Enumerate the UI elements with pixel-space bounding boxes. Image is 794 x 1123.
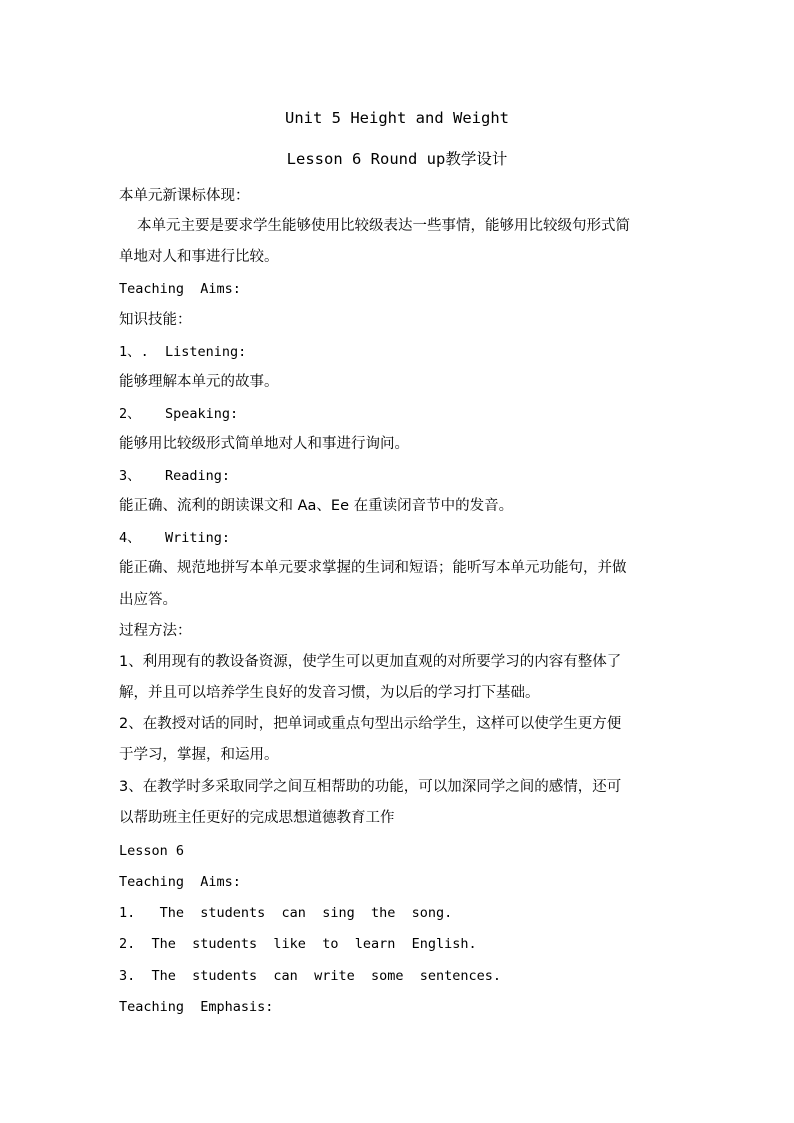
paragraph-line: 出应答。 — [119, 592, 177, 608]
paragraph-line: 解，并且可以培养学生良好的发音习惯，为以后的学习打下基础。 — [119, 685, 540, 701]
paragraph-line: 单地对人和事进行比较。 — [119, 249, 279, 265]
paragraph-line: 能正确、规范地拼写本单元要求掌握的生词和短语；能听写本单元功能句，并做 — [119, 560, 627, 576]
section-heading-knowledge-skills: 知识技能： — [119, 312, 192, 328]
section-heading-process-methods: 过程方法： — [119, 623, 192, 639]
subtitle-chinese: 教学设计 — [445, 150, 508, 168]
document-title: Unit 5 Height and Weight — [285, 109, 509, 127]
paragraph-line: 以帮助班主任更好的完成思想道德教育工作 — [119, 810, 395, 826]
section-heading-teaching-emphasis: Teaching Emphasis: — [119, 999, 274, 1015]
skill-heading-reading: 3、 Reading: — [119, 468, 231, 484]
paragraph-line: 于学习，掌握，和运用。 — [119, 747, 279, 763]
paragraph-line: 3、在教学时多采取同学之间互相帮助的功能，可以加深同学之间的感情，还可 — [119, 779, 622, 795]
lesson-heading: Lesson 6 — [119, 843, 185, 859]
section-heading-teaching-aims: Teaching Aims: — [119, 281, 241, 297]
aim-item: 2. The students like to learn English. — [119, 936, 477, 952]
paragraph-line: 2、在教授对话的同时，把单词或重点句型出示给学生，这样可以使学生更方便 — [119, 716, 622, 732]
section-heading-teaching-aims: Teaching Aims: — [119, 874, 241, 890]
paragraph-line: 能够理解本单元的故事。 — [119, 374, 279, 390]
paragraph-line: 能够用比较级形式简单地对人和事进行询问。 — [119, 436, 409, 452]
paragraph-line: 1、利用现有的教设备资源，使学生可以更加直观的对所要学习的内容有整体了 — [119, 654, 622, 670]
skill-heading-listening: 1、. Listening: — [119, 344, 247, 360]
paragraph-line: 本单元主要是要求学生能够使用比较级表达一些事情，能够用比较级句形式简 — [137, 218, 630, 234]
section-heading-curriculum: 本单元新课标体现： — [119, 188, 250, 204]
aim-item: 1. The students can sing the song. — [119, 905, 453, 921]
paragraph-line: 能正确、流利的朗读课文和 Aa、Ee 在重读闭音节中的发音。 — [119, 498, 514, 514]
subtitle-english: Lesson 6 Round up — [286, 150, 446, 168]
aim-item: 3. The students can write some sentences. — [119, 968, 502, 984]
document-subtitle — [0, 148, 794, 170]
skill-heading-speaking: 2、 Speaking: — [119, 406, 239, 422]
skill-heading-writing: 4、 Writing: — [119, 530, 231, 546]
